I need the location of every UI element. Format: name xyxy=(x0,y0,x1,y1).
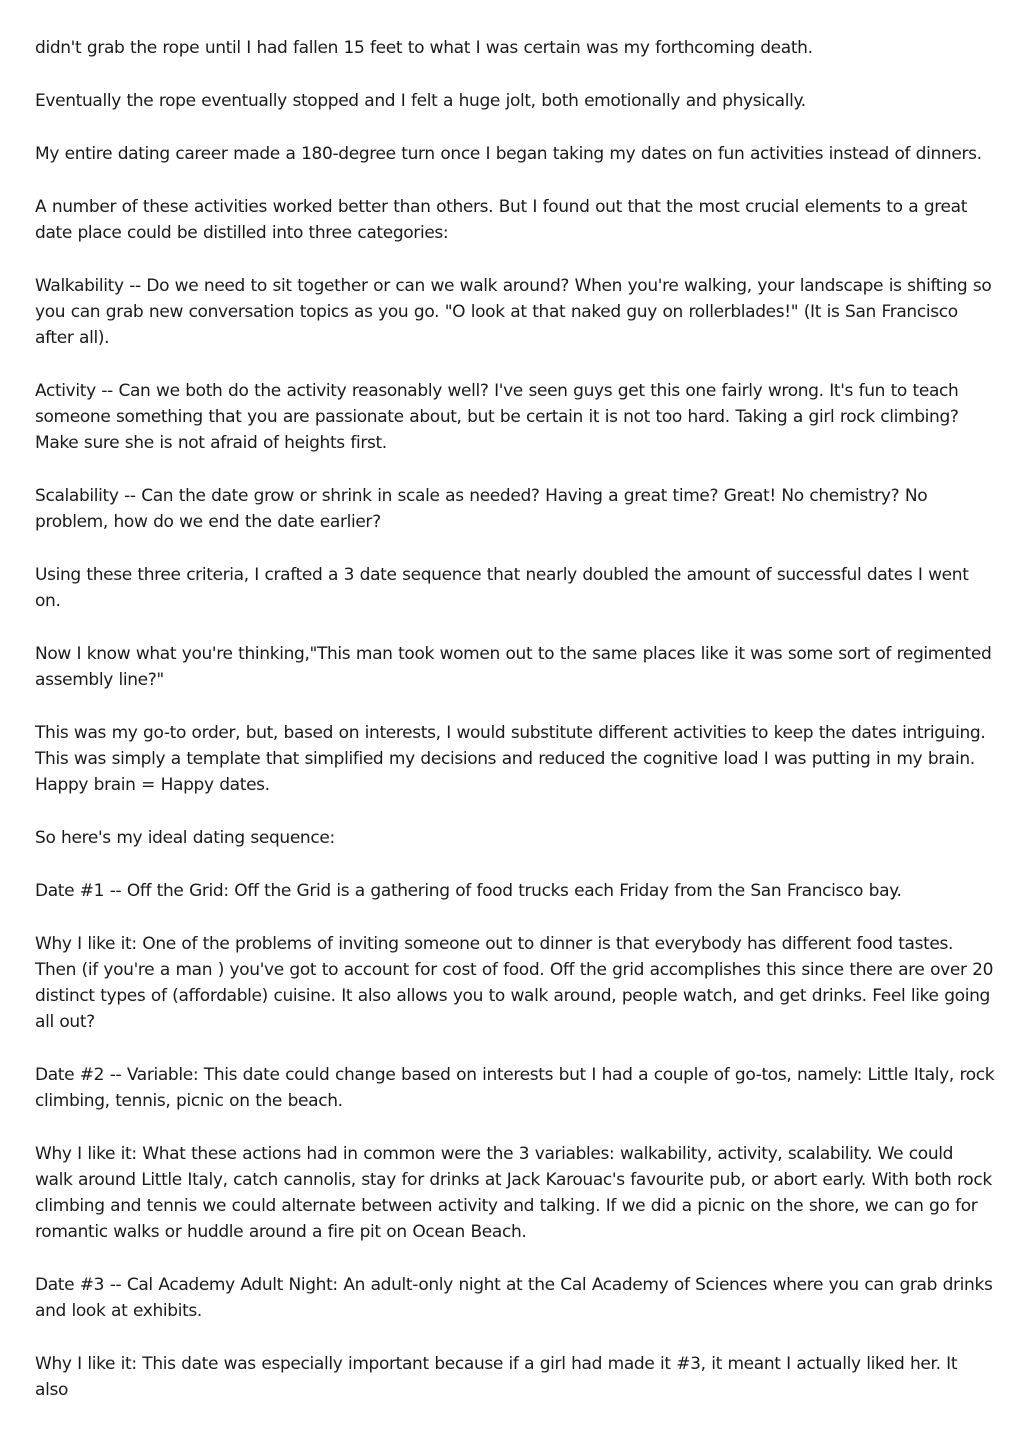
paragraph-date-3: Date #3 -- Cal Academy Adult Night: An adult-only night at the Cal Academy of Sciences where you can grab drinks and look at exhibits. xyxy=(35,1275,993,1321)
paragraph-scalability: Scalability -- Can the date grow or shrink in scale as needed? Having a great time? Great! No chemistry? No problem, how do we end the date earlier? xyxy=(35,486,928,532)
paragraph-assembly-line: Now I know what you're thinking,"This man took women out to the same places like it was some sort of regimented assembly line?" xyxy=(35,644,992,690)
paragraph-rope-fall: didn't grab the rope until I had fallen 15 feet to what I was certain was my forthcoming death. xyxy=(35,38,813,58)
paragraph-date-1-why: Why I like it: One of the problems of inviting someone out to dinner is that everybody has different food tastes. Then (if you're a man ) you've got to account for cost of food. Off the grid accomplishes this since there are over 20 distinct types of (affordable) cuisine. It also allows you to walk around, people watch, and get drinks. Feel like going all out? xyxy=(35,934,994,1032)
paragraph-date-2-why: Why I like it: What these actions had in common were the 3 variables: walkability, activity, scalability. We could walk around Little Italy, catch cannolis, stay for drinks at Jack Karouac's favourite pub, or abort early. With both rock climbing and tennis we could alternate between activity and talking. If we did a picnic on the shore, we can go for romantic walks or huddle around a fire pit on Ocean Beach. xyxy=(35,1144,992,1242)
paragraph-date-1: Date #1 -- Off the Grid: Off the Grid is a gathering of food trucks each Friday from the San Francisco bay. xyxy=(35,881,902,901)
paragraph-date-2: Date #2 -- Variable: This date could change based on interests but I had a couple of go-tos, namely: Little Italy, rock climbing, tennis, picnic on the beach. xyxy=(35,1065,995,1111)
paragraph-rope-stopped: Eventually the rope eventually stopped and I felt a huge jolt, both emotionally and physically. xyxy=(35,91,806,111)
paragraph-date-3-why: Why I like it: This date was especially important because if a girl had made it #3, it meant I actually liked her. It also xyxy=(35,1354,958,1400)
paragraph-criteria: Using these three criteria, I crafted a 3 date sequence that nearly doubled the amount of successful dates I went on. xyxy=(35,565,969,611)
document-body xyxy=(35,35,995,1430)
paragraph-dating-career: My entire dating career made a 180-degree turn once I began taking my dates on fun activities instead of dinners. xyxy=(35,144,982,164)
paragraph-walkability: Walkability -- Do we need to sit together or can we walk around? When you're walking, your landscape is shifting so you can grab new conversation topics as you go. "O look at that naked guy on rollerblades!" (It is San Francisco after all). xyxy=(35,276,992,348)
paragraph-ideal-sequence: So here's my ideal dating sequence: xyxy=(35,828,335,848)
paragraph-go-to-order: This was my go-to order, but, based on interests, I would substitute different activities to keep the dates intriguing. This was simply a template that simplified my decisions and reduced the cognitive load I was putting in my brain. Happy brain = Happy dates. xyxy=(35,723,986,795)
paragraph-three-categories: A number of these activities worked better than others. But I found out that the most crucial elements to a great date place could be distilled into three categories: xyxy=(35,197,968,243)
paragraph-activity: Activity -- Can we both do the activity reasonably well? I've seen guys get this one fairly wrong. It's fun to teach someone something that you are passionate about, but be certain it is not too hard. Taking a girl rock climbing? Make sure she is not afraid of heights first. xyxy=(35,381,959,453)
